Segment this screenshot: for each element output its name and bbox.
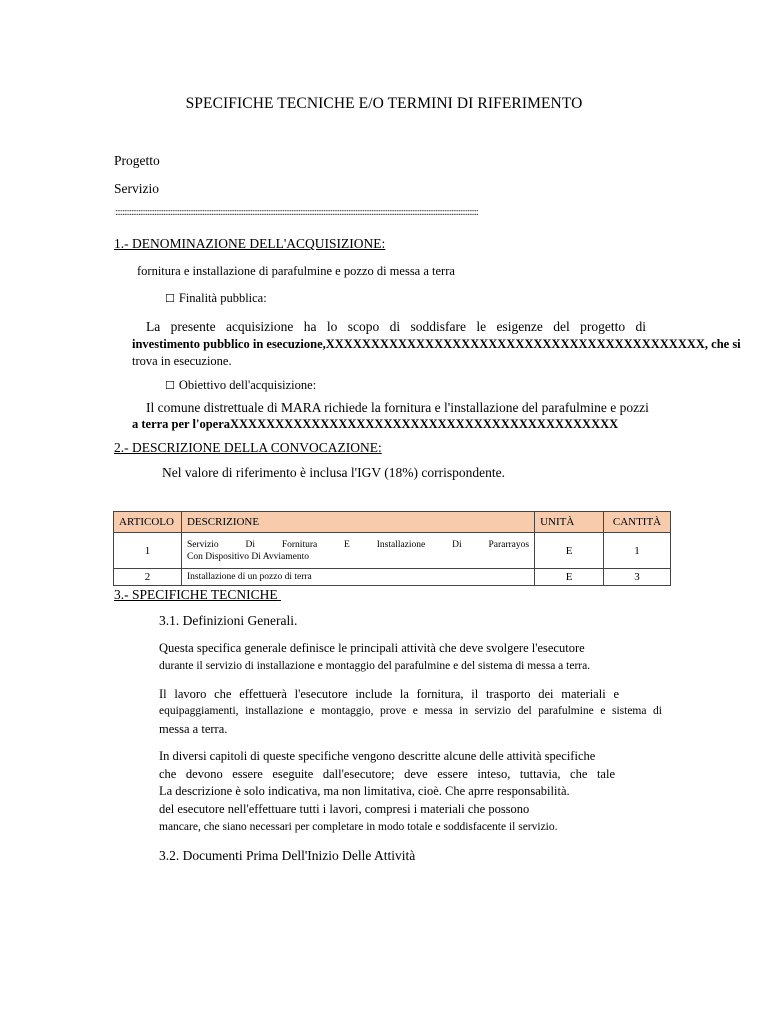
cell-articolo: 1: [114, 533, 182, 569]
p1-line-1: Questa specifica generale definisce le principali attività che deve svolgere l'esecutore: [159, 641, 585, 655]
p3-line-1: In diversi capitoli di queste specifiche vengono descritte alcune delle attività specifiche: [159, 749, 596, 763]
section-2-text: Nel valore di riferimento è inclusa l'IGV (18%) corrispondente.: [162, 465, 505, 480]
p2-line-3: messa a terra.: [159, 722, 228, 736]
cell-cantita: 3: [604, 569, 671, 586]
page-title: SPECIFICHE TECNICHE E/O TERMINI DI RIFERIMENTO: [185, 95, 583, 112]
checkbox-icon: ☐: [165, 379, 175, 392]
items-table: [113, 511, 671, 586]
finalita-line-1: La presente acquisizione ha lo scopo di soddisfare le esigenze del progetto di: [146, 319, 646, 334]
p3-line-2: che devono essere eseguite dall'esecutore; deve essere inteso, tuttavia, che tale: [159, 767, 615, 781]
section-3-heading: [114, 587, 294, 603]
heading-underline-extension: [278, 587, 294, 603]
cell-articolo: 2: [114, 569, 182, 586]
p3-line-4: del esecutore nell'effettuare tutti i lavori, compresi i materiali che possono: [159, 802, 530, 816]
checkbox-icon: ☐: [165, 292, 175, 305]
section-1-heading: 1.- DENOMINAZIONE DELL'ACQUISIZIONE:: [114, 236, 386, 251]
cell-descrizione-line: Servizio Di Fornitura E Installazione Di Pararrayos: [186, 539, 530, 550]
obiettivo-heading: [165, 378, 316, 393]
cell-unita: E: [535, 533, 604, 569]
p2-line-2: equipaggiamenti, installazione e montaggio, prove e messa in servizio del parafulmine e sistema di: [159, 705, 662, 717]
cell-unita: E: [535, 569, 604, 586]
cell-descrizione: Installazione di un pozzo di terra: [181, 569, 534, 586]
p2-line-1: Il lavoro che effettuerà l'esecutore include la fornitura, il trasporto dei materiali e: [159, 687, 619, 701]
p1-line-2: durante il servizio di installazione e montaggio del parafulmine e del sistema di messa a terra.: [159, 660, 591, 672]
p3-line-3: La descrizione è solo indicativa, ma non limitativa, cioè. Che aprre responsabilità.: [159, 784, 570, 798]
finalita-line-2: investimento pubblico in esecuzione,XXXXXXXXXXXXXXXXXXXXXXXXXXXXXXXXXXXXXXXXXX, che si: [132, 337, 741, 351]
section-3-heading-text: 3.- SPECIFICHE TECNICHE: [114, 587, 278, 602]
cell-cantita: 1: [604, 533, 671, 569]
obiettivo-line-2: a terra per l'operaXXXXXXXXXXXXXXXXXXXXXXXXXXXXXXXXXXXXXXXXXXX: [132, 417, 619, 431]
cell-descrizione: [181, 533, 534, 569]
obiettivo-line-1: Il comune distrettuale di MARA richiede la fornitura e l'installazione del parafulmine e pozzi: [146, 400, 649, 415]
header-cantita: CANTITÀ: [604, 512, 671, 533]
table-header-row: [114, 512, 671, 533]
finalita-heading: [165, 291, 267, 306]
header-unita: UNITÀ: [535, 512, 604, 533]
finalita-label: Finalità pubblica:: [178, 291, 267, 305]
header-articolo: ARTICOLO: [114, 512, 182, 533]
obiettivo-label: Obiettivo dell'acquisizione:: [178, 378, 317, 392]
field-progetto: Progetto: [114, 153, 160, 168]
subsection-3-1: 3.1. Definizioni Generali.: [159, 613, 298, 628]
field-servizio: Servizio: [114, 181, 159, 196]
subsection-3-2: 3.2. Documenti Prima Dell'Inizio Delle Attività: [159, 848, 416, 863]
dotted-separator: ::::::::::::::::::::::::::::::::::::::::::::::::::::::::::::::::::::::::::::::::::::::::::::::::::::::::::::::::::::::::::::::::::::::::::::::::::::::::::::::::::::::::::::::::::::::::::::::::::::::::::::: [115, 207, 478, 217]
table-row: [114, 569, 671, 586]
table-row: [114, 533, 671, 569]
cell-descrizione-line: Con Dispositivo Di Avviamento: [186, 551, 309, 562]
p3-line-5: mancare, che siano necessari per completare in modo totale e soddisfacente il servizio.: [159, 821, 558, 833]
section-1-subject: fornitura e installazione di parafulmine e pozzo di messa a terra: [137, 264, 455, 278]
section-2-heading: 2.- DESCRIZIONE DELLA CONVOCAZIONE:: [114, 440, 382, 455]
finalita-line-3: trova in esecuzione.: [132, 354, 232, 368]
header-descrizione: DESCRIZIONE: [181, 512, 534, 533]
